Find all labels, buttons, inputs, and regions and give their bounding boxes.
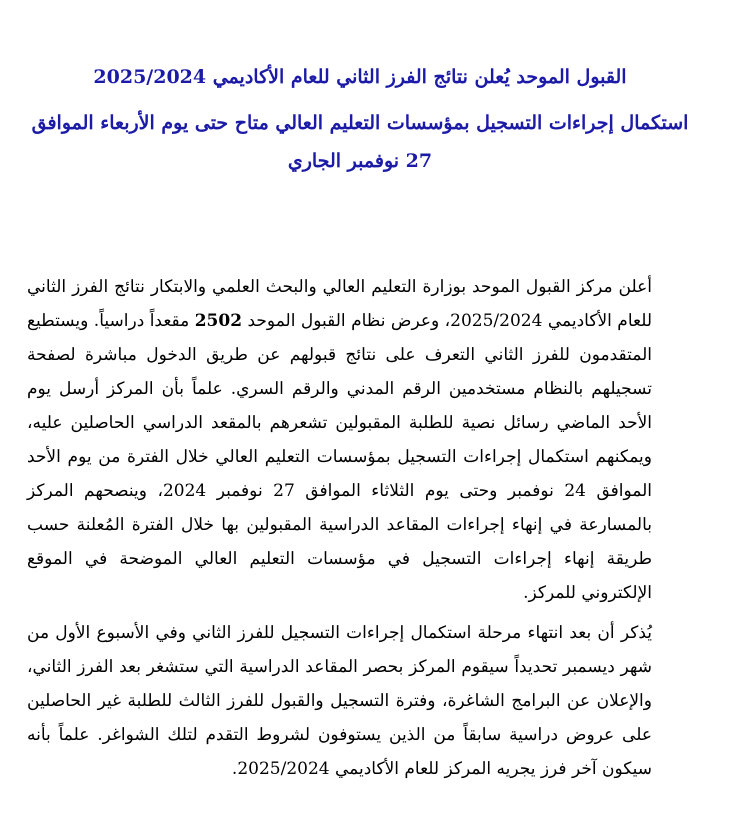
paragraph-1 [27,270,652,610]
seats-count: 2502 [194,311,243,331]
article-title: القبول الموحد يُعلن نتائج الفرز الثاني للعام الأكاديمي 2025/2024 [93,66,627,88]
paragraph-1-text-end: مقعداً دراسياً. ويستطيع المتقدمون للفرز الثاني التعرف على نتائج قبولهم عن طريق الدخول مباشرة لصفحة تسجيلهم بالنظام مستخدمين الرقم المدني والرقم السري. علماً بأن المركز أرسل يوم الأحد الماضي رسائل نصية للطلبة المقبولين تشعرهم بالمقعد الدراسي الحاصلين عليه، ويمكنهم استكمال إجراءات التسجيل بمؤسسات التعليم العالي خلال الفترة من يوم الأحد الموافق 24 نوفمبر وحتى يوم الثلاثاء الموافق 27 نوفمبر 2024، وينصحهم المركز بالمسارعة في إنهاء إجراءات المقاعد الدراسية المقبولين بها خلال الفترة المُعلنة حسب طريقة إنهاء إجراءات التسجيل في مؤسسات التعليم العالي الموضحة في الموقع الإلكتروني للمركز. [27,311,652,603]
paragraph-2: يُذكر أن بعد انتهاء مرحلة استكمال إجراءات التسجيل للفرز الثاني وفي الأسبوع الأول من شهر ديسمبر تحديداً سيقوم المركز بحصر المقاعد الدراسية التي ستشغر بعد الفرز الثاني، والإعلان عن البرامج الشاغرة، وفترة التسجيل والقبول للفرز الثالث للطلبة غير الحاصلين على عروض دراسية سابقاً من الذين يستوفون لشروط التقدم لتلك الشواغر. علماً بأنه سيكون آخر فرز يجريه المركز للعام الأكاديمي 2025/2024. [27,623,652,779]
paragraph-1-text-start: أعلن مركز القبول الموحد بوزارة التعليم العالي والبحث العلمي والابتكار نتائج الفرز الثاني للعام الأكاديمي 2025/2024، وعرض نظام القبول الموحد [27,277,653,331]
headline-block [20,58,700,180]
article-subtitle: استكمال إجراءات التسجيل بمؤسسات التعليم العالي متاح حتى يوم الأربعاء الموافق 27 نوفمبر الجاري [31,112,689,172]
article-body [27,270,652,786]
